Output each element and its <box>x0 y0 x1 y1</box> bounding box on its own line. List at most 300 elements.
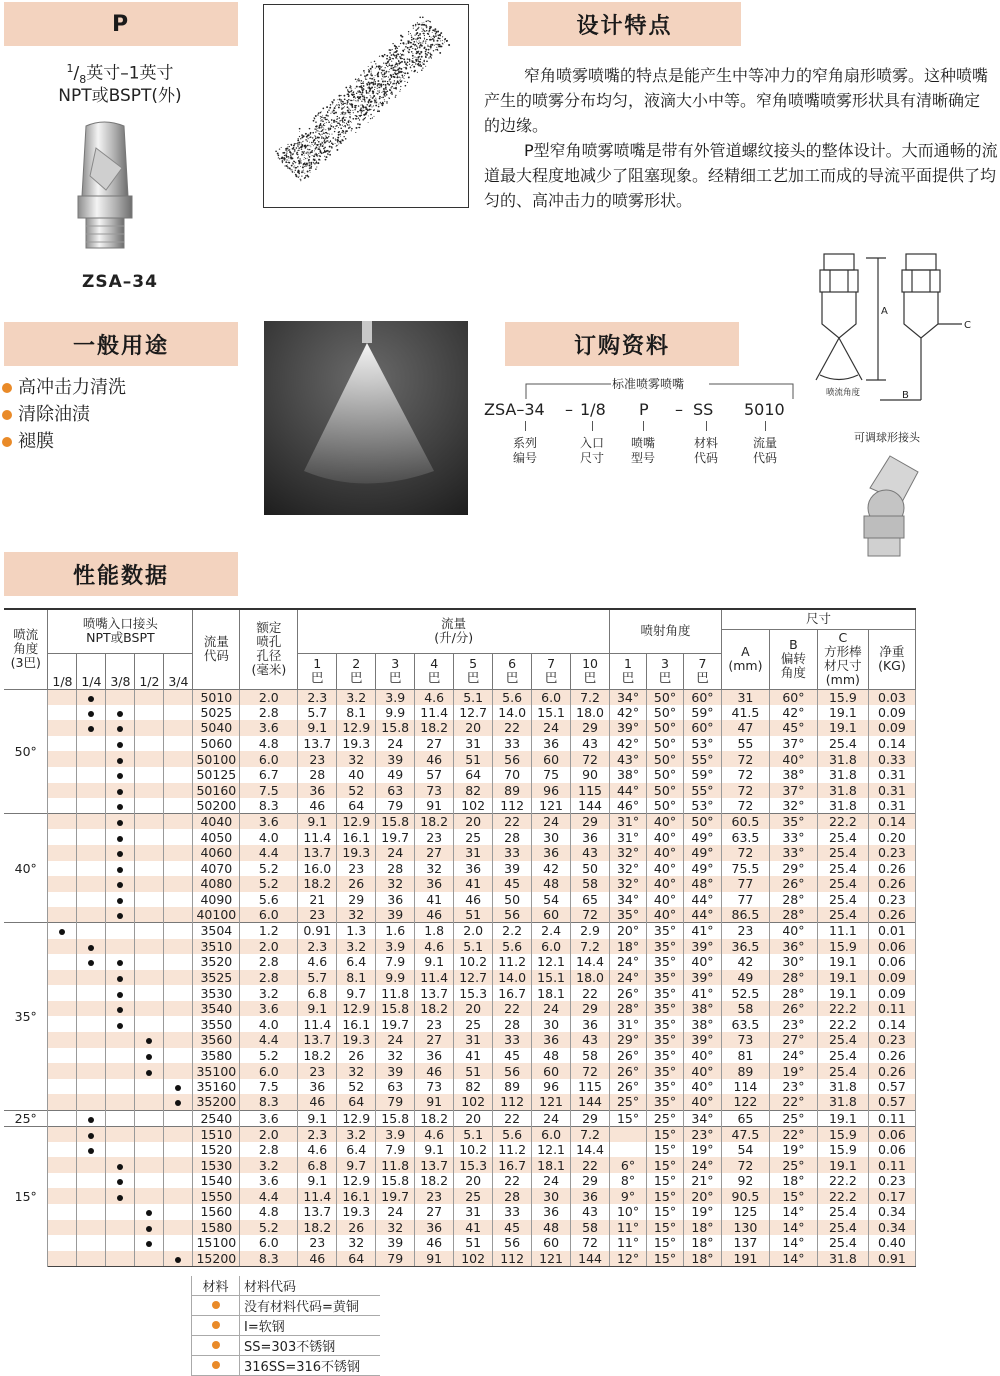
spray-dot <box>321 127 322 128</box>
spray-dot <box>340 101 341 102</box>
flow-cell: 5.1 <box>454 1126 493 1142</box>
spray-dot <box>375 98 376 99</box>
weight-cell: 0.06 <box>868 1142 915 1158</box>
spray-dot <box>382 104 384 106</box>
inlet-size-cell <box>135 1094 164 1110</box>
orifice-cell: 5.2 <box>240 876 298 892</box>
spray-dot <box>379 68 381 70</box>
spray-angle-cell: 59° <box>683 767 721 783</box>
spray-dot <box>404 62 406 64</box>
flow-cell: 19.3 <box>337 736 376 752</box>
inlet-size-cell <box>77 1126 106 1142</box>
inlet-size-cell <box>135 751 164 767</box>
spray-dot <box>419 47 420 48</box>
spray-dot <box>290 158 292 160</box>
orifice-cell: 6.7 <box>240 767 298 783</box>
spray-angle-cell: 24° <box>610 970 647 986</box>
flow-cell: 36 <box>415 876 454 892</box>
flow-cell: 6.0 <box>532 939 571 955</box>
spray-dot <box>374 81 376 83</box>
spray-dot <box>435 33 437 35</box>
spray-dot <box>319 155 321 157</box>
flow-cell: 51 <box>454 907 493 923</box>
spray-dot <box>313 120 315 122</box>
weight-cell: 0.26 <box>868 1063 915 1079</box>
spray-dot <box>430 46 432 48</box>
spray-angle-cell: 49° <box>683 829 721 845</box>
pressure-unit: 巴 <box>696 670 709 685</box>
spray-dot <box>422 29 423 30</box>
spray-dot <box>304 177 306 179</box>
spray-dot <box>362 105 363 106</box>
dim-a-cell: 72 <box>721 767 769 783</box>
flow-cell: 39 <box>376 1063 415 1079</box>
spray-angle-cell: 50° <box>647 783 684 799</box>
spray-dot <box>394 76 396 78</box>
spray-dot <box>344 119 346 121</box>
available-dot-icon <box>117 851 123 857</box>
spray-dot <box>310 153 311 154</box>
inlet-size-cell <box>135 1251 164 1267</box>
spray-dot <box>329 146 331 148</box>
available-dot-icon <box>117 1023 123 1029</box>
spray-dot <box>388 71 389 72</box>
spray-dot <box>384 101 385 102</box>
spray-dot <box>389 52 391 54</box>
spray-dot <box>314 142 316 144</box>
spray-dot <box>336 146 337 147</box>
col-a <box>721 629 769 689</box>
spray-dot <box>365 108 367 110</box>
flow-cell: 102 <box>454 1251 493 1267</box>
orifice-cell: 3.6 <box>240 1110 298 1126</box>
spray-dot <box>373 95 375 97</box>
spray-dot <box>297 146 298 147</box>
spray-dot <box>417 72 418 73</box>
available-dot-icon <box>117 1007 123 1013</box>
spray-dot <box>343 133 344 134</box>
spray-dot <box>390 65 392 67</box>
spray-dot <box>400 89 401 90</box>
spray-dot <box>302 166 304 168</box>
spray-dot <box>345 87 347 89</box>
spray-dot <box>363 81 364 82</box>
flow-cell: 23 <box>415 829 454 845</box>
spray-angle-cell: 15° <box>647 1220 684 1236</box>
spray-dot <box>320 112 322 114</box>
spray-dot <box>416 51 418 53</box>
spray-dot <box>348 96 350 98</box>
spray-dot <box>351 122 352 123</box>
spray-dot <box>373 84 375 86</box>
spray-dot <box>393 67 395 69</box>
spray-dot <box>310 133 311 134</box>
spray-dot <box>425 49 427 51</box>
flow-code-cell: 4060 <box>193 845 240 861</box>
inlet-size-cell <box>106 892 135 908</box>
spray-dot <box>363 110 365 112</box>
inlet-size-cell <box>106 876 135 892</box>
spray-dot <box>317 162 319 164</box>
spray-dot <box>297 145 298 146</box>
spray-dot <box>305 164 307 166</box>
flow-cell: 64 <box>337 798 376 814</box>
inlet-size-cell <box>164 736 193 752</box>
flow-cell: 72 <box>571 907 610 923</box>
label-line: 代码 <box>693 451 718 465</box>
flow-cell: 18.2 <box>415 1110 454 1126</box>
spray-dot <box>323 129 324 130</box>
design-paragraph-2: P型窄角喷雾喷嘴是带有外管道螺纹接头的整体设计。大而通畅的流道最大程度地减少了阻塞现象。经精细工艺加工而成的导流平面提供了均匀的、高冲击力的喷雾形状。 <box>484 141 998 210</box>
spray-dot <box>355 115 356 116</box>
spray-dot <box>354 107 355 108</box>
spray-dot <box>347 93 349 95</box>
inlet-size-cell <box>164 798 193 814</box>
inlet-size-cell <box>106 1142 135 1158</box>
dim-c-cell: 19.1 <box>817 985 868 1001</box>
flow-cell: 4.6 <box>298 1142 337 1158</box>
spray-dot <box>416 33 417 34</box>
list-item <box>2 428 126 455</box>
flow-cell: 11.4 <box>298 829 337 845</box>
spray-pressure-header <box>610 653 647 689</box>
list-item <box>2 374 126 401</box>
flow-pressure-header <box>571 653 610 689</box>
spray-dot <box>357 111 359 113</box>
spray-dot <box>308 155 309 156</box>
inlet-size-cell <box>77 1204 106 1220</box>
inlet-size-cell <box>164 705 193 721</box>
spray-dot <box>402 76 404 78</box>
spray-dot <box>324 139 325 140</box>
spray-angle-label: 喷流角度 <box>826 388 861 398</box>
flow-cell: 31 <box>454 845 493 861</box>
table-row <box>4 1110 916 1126</box>
spray-angle-cell: 44° <box>610 783 647 799</box>
flow-code-cell: 50100 <box>193 751 240 767</box>
dim-c-cell: 15.9 <box>817 939 868 955</box>
inlet-size-cell <box>164 907 193 923</box>
flow-code-cell: 50200 <box>193 798 240 814</box>
flow-cell: 27 <box>415 845 454 861</box>
weight-cell: 0.11 <box>868 1110 915 1126</box>
dim-b-cell: 25° <box>769 1110 817 1126</box>
orifice-cell: 8.3 <box>240 1094 298 1110</box>
spray-dot <box>310 136 312 138</box>
flow-cell: 22 <box>493 814 532 830</box>
spray-dot <box>324 125 325 126</box>
inlet-size-cell <box>77 720 106 736</box>
spray-dot <box>330 129 331 130</box>
inlet-size-cell <box>48 1173 77 1189</box>
inlet-size-cell <box>77 1235 106 1251</box>
flow-cell: 15.8 <box>376 1001 415 1017</box>
inlet-size-cell <box>106 1094 135 1110</box>
spray-dot <box>368 122 369 123</box>
spray-dot <box>361 80 363 82</box>
dim-c-cell: 15.9 <box>817 689 868 705</box>
inlet-size-cell <box>48 907 77 923</box>
spray-dot <box>325 142 326 143</box>
flow-cell: 4.6 <box>415 939 454 955</box>
flow-cell: 102 <box>454 1094 493 1110</box>
spray-dot <box>436 47 437 48</box>
flow-cell: 31 <box>454 1032 493 1048</box>
spray-angle-cell: 44° <box>683 892 721 908</box>
inlet-size-cell <box>135 1079 164 1095</box>
spray-dot <box>314 144 315 145</box>
spray-dot <box>343 95 345 97</box>
spray-angle-cell: 60° <box>683 720 721 736</box>
table-row <box>4 1235 916 1251</box>
inlet-size-cell <box>106 767 135 783</box>
label-line: 编号 <box>512 451 537 465</box>
orifice-cell: 2.8 <box>240 970 298 986</box>
pressure-value: 6 <box>508 656 517 671</box>
flow-code-cell: 50160 <box>193 783 240 799</box>
inlet-size-cell <box>77 1220 106 1236</box>
inlet-size-cell <box>164 814 193 830</box>
spray-dot <box>297 152 298 153</box>
spray-dot <box>386 65 387 66</box>
flow-cell: 9.9 <box>376 705 415 721</box>
flow-cell: 64 <box>337 1251 376 1267</box>
spray-dot <box>419 42 420 43</box>
spray-dot <box>369 99 371 101</box>
spray-dot <box>311 142 313 144</box>
use-label: 清除油渍 <box>18 404 90 425</box>
spray-dot <box>338 144 339 145</box>
spray-dot <box>345 130 347 132</box>
spray-dot <box>304 163 305 164</box>
spray-dot <box>299 128 301 130</box>
dim-b-cell: 32° <box>769 798 817 814</box>
inlet-size-cell <box>77 985 106 1001</box>
spray-dot <box>414 45 415 46</box>
spray-dot <box>299 136 300 137</box>
spray-dot <box>365 112 367 114</box>
spray-dot <box>423 24 425 26</box>
material-dot-cell <box>192 1356 240 1376</box>
spray-dot <box>305 133 307 135</box>
spray-dot <box>395 70 397 72</box>
spray-dot <box>375 75 376 76</box>
spray-dot <box>391 61 392 62</box>
spray-dot <box>328 129 330 131</box>
weight-cell: 0.06 <box>868 939 915 955</box>
flow-cell: 5.6 <box>493 939 532 955</box>
flow-cell: 48 <box>532 1220 571 1236</box>
spray-dot <box>309 145 310 146</box>
dim-a-cell: 42 <box>721 954 769 970</box>
weight-cell: 0.91 <box>868 1251 915 1267</box>
spray-dot <box>397 48 398 49</box>
spray-dot <box>321 136 323 138</box>
table-row <box>4 876 916 892</box>
spray-dot <box>375 105 377 107</box>
flow-cell: 60 <box>532 1235 571 1251</box>
spray-dot <box>434 45 435 46</box>
spray-dot <box>386 101 388 103</box>
spray-dot <box>423 47 425 49</box>
spray-dot <box>371 109 372 110</box>
inlet-size-cell <box>77 1188 106 1204</box>
spray-angle-cell: 59° <box>683 705 721 721</box>
table-row <box>4 814 916 830</box>
dim-a-cell: 77 <box>721 892 769 908</box>
ball-joint-caption: 可调球形接头 <box>854 431 920 444</box>
spray-dot <box>423 22 424 23</box>
spray-dot <box>336 125 338 127</box>
inlet-size-cell <box>106 845 135 861</box>
spray-dot <box>360 87 362 89</box>
spray-dot <box>374 83 376 85</box>
spray-angle-group: 40° <box>4 814 48 923</box>
dim-b-cell: 40° <box>769 923 817 939</box>
spray-dot <box>300 160 301 161</box>
available-dot-icon <box>117 1179 123 1185</box>
orifice-cell: 2.0 <box>240 939 298 955</box>
orifice-cell: 7.5 <box>240 1079 298 1095</box>
spray-dot <box>316 161 317 162</box>
spray-dot <box>435 31 437 33</box>
spray-dot <box>386 71 388 73</box>
spray-dot <box>389 90 390 91</box>
available-dot-icon <box>146 1054 152 1060</box>
spray-pressure-header <box>647 653 684 689</box>
flow-cell: 25 <box>454 1188 493 1204</box>
weight-cell: 0.26 <box>868 1048 915 1064</box>
spray-dot <box>322 130 323 131</box>
dim-b-cell: 36° <box>769 939 817 955</box>
flow-cell: 3.2 <box>337 1126 376 1142</box>
flow-cell: 56 <box>493 1063 532 1079</box>
spray-dot <box>294 172 295 173</box>
pressure-unit: 巴 <box>388 670 402 685</box>
spray-dot <box>320 118 321 119</box>
spray-dot <box>361 89 362 90</box>
spray-dot <box>384 74 385 75</box>
spray-dot <box>325 117 326 118</box>
spray-dot <box>424 33 425 34</box>
spray-dot <box>300 166 301 167</box>
available-dot-icon <box>117 758 123 764</box>
flow-cell: 11.4 <box>415 705 454 721</box>
spray-dot <box>351 100 352 101</box>
flow-cell: 112 <box>493 1251 532 1267</box>
spray-dot <box>383 70 385 72</box>
spray-dot <box>403 59 405 61</box>
spray-dot <box>409 64 410 65</box>
flow-cell: 89 <box>493 783 532 799</box>
inlet-size-header: 1/8 <box>48 653 77 689</box>
spray-dot <box>373 105 374 106</box>
spray-dot <box>350 86 351 87</box>
tick <box>525 421 526 431</box>
spray-dot <box>363 99 365 101</box>
orifice-cell: 2.8 <box>240 1142 298 1158</box>
spray-dot <box>303 152 305 154</box>
spray-dot <box>304 173 305 174</box>
table-row <box>4 1048 916 1064</box>
spray-dot <box>323 124 324 125</box>
available-dot-icon <box>117 898 123 904</box>
flow-cell: 41 <box>454 1048 493 1064</box>
spray-dot <box>309 163 310 164</box>
dim-b-cell: 28° <box>769 892 817 908</box>
spray-dot <box>327 150 329 152</box>
flow-cell: 6.8 <box>298 985 337 1001</box>
inlet-size-cell <box>77 954 106 970</box>
spray-dot <box>383 90 385 92</box>
flow-cell: 64 <box>454 767 493 783</box>
spray-dot <box>427 46 428 47</box>
spray-dot <box>389 58 391 60</box>
spray-angle-cell: 34° <box>610 689 647 705</box>
flow-cell: 45 <box>493 876 532 892</box>
dim-a-cell: 77 <box>721 876 769 892</box>
flow-cell: 22 <box>571 1157 610 1173</box>
spray-dot <box>377 80 379 82</box>
inlet-size-cell <box>164 861 193 877</box>
spray-dot <box>367 104 368 105</box>
inlet-size-cell <box>48 720 77 736</box>
spray-dot <box>376 93 377 94</box>
spray-dot <box>288 156 289 157</box>
ball-joint-image <box>850 452 930 562</box>
spray-dot <box>403 72 404 73</box>
pressure-value: 4 <box>430 656 439 671</box>
spray-dot <box>307 135 309 137</box>
flow-cell: 27 <box>415 736 454 752</box>
flow-cell: 12.7 <box>454 705 493 721</box>
spray-dot <box>365 106 367 108</box>
spray-dot <box>400 86 401 87</box>
inlet-size-cell <box>77 861 106 877</box>
spray-dot <box>396 66 397 67</box>
spray-dot <box>331 123 332 124</box>
spray-dot <box>378 84 379 85</box>
spray-dot <box>382 76 383 77</box>
spray-dot <box>442 44 443 45</box>
spray-dot <box>370 95 371 96</box>
inlet-size-cell <box>135 985 164 1001</box>
spray-dot <box>341 103 342 104</box>
spray-dot <box>420 43 422 45</box>
spray-dot <box>369 70 370 71</box>
available-dot-icon <box>175 1257 181 1263</box>
spray-dot <box>374 99 375 100</box>
spray-dot <box>373 110 374 111</box>
spray-dot <box>382 66 383 67</box>
spray-angle-cell: 25° <box>647 1110 684 1126</box>
spray-dot <box>306 153 307 154</box>
spray-dot <box>307 151 308 152</box>
table-row <box>4 1157 916 1173</box>
dim-b-cell: 18° <box>769 1173 817 1189</box>
spray-dot <box>358 101 359 102</box>
spray-dot <box>384 95 385 96</box>
spray-dot <box>366 75 367 76</box>
spray-dot <box>364 95 365 96</box>
code-dash-2: – <box>675 400 683 419</box>
spray-dot <box>369 90 371 92</box>
spray-dot <box>413 62 414 63</box>
flow-cell: 14.0 <box>493 970 532 986</box>
spray-dot <box>433 40 435 42</box>
spray-dot <box>310 162 312 164</box>
th-line: B <box>789 637 798 652</box>
